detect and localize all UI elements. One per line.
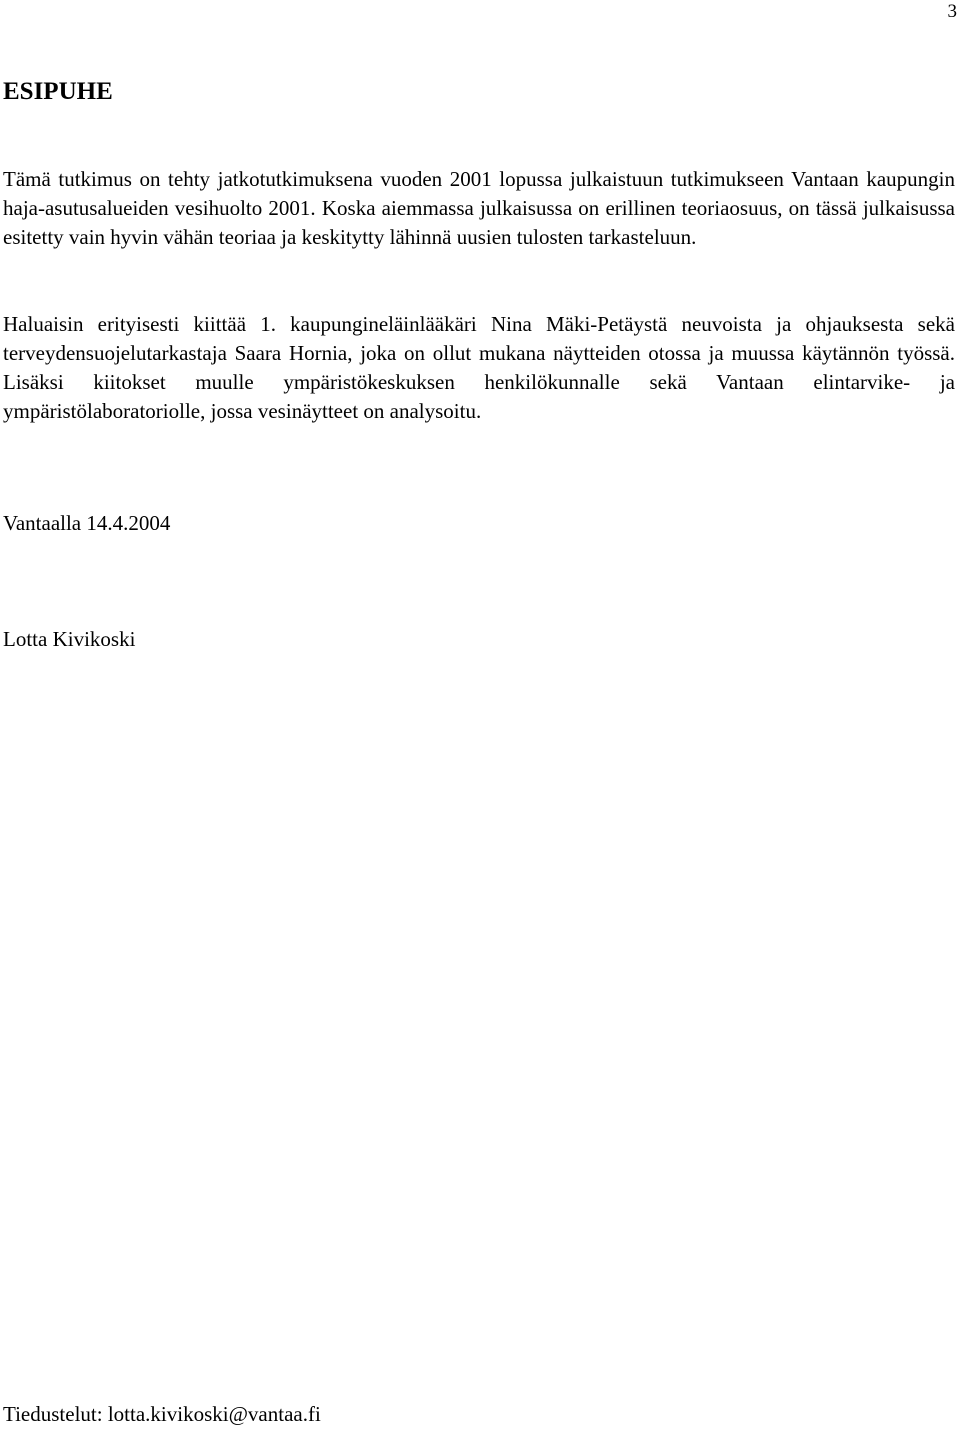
paragraph-acknowledgements: Haluaisin erityisesti kiittää 1. kaupungineläinlääkäri Nina Mäki-Petäystä neuvoista ja ohjauksesta sekä terveydensuojelutarkastaja Saara Hornia, joka on ollut mukana näytteiden otossa ja muussa käytännön työssä. Lisäksi kiitokset muulle ympäristökeskuksen henkilökunnalle sekä Vantaan elintarvike- ja ympäristölaboratoriolle, jossa vesinäytteet on analysoitu. — [3, 312, 955, 423]
page-number: 3 — [947, 1, 957, 22]
page-title: ESIPUHE — [3, 78, 113, 105]
place-and-date: Vantaalla 14.4.2004 — [3, 511, 171, 535]
author-name: Lotta Kivikoski — [3, 627, 136, 651]
paragraph-intro: Tämä tutkimus on tehty jatkotutkimuksena vuoden 2001 lopussa julkaistuun tutkimukseen Vantaan kaupungin haja-asutusalueiden vesihuolto 2001. Koska aiemmassa julkaisussa on erillinen teoriaosuus, on tässä julkaisussa esitetty vain hyvin vähän teoriaa ja keskitytty lähinnä uusien tulosten tarkasteluun. — [3, 167, 955, 249]
contact-info: Tiedustelut: lotta.kivikoski@vantaa.fi — [3, 1402, 321, 1426]
